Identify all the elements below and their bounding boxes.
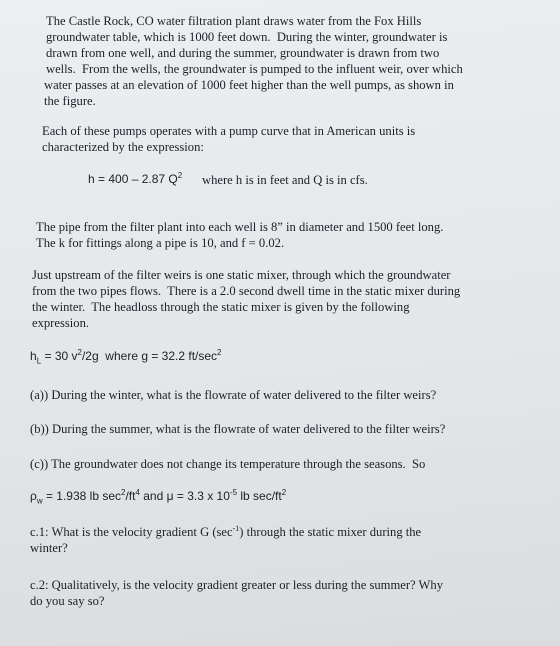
headloss-middle: = 30 v <box>41 349 78 363</box>
pipe-line-1: The pipe from the filter plant into each well is 8” in diameter and 1500 feet long. <box>36 220 444 234</box>
question-c1-part-a: c.1: What is the velocity gradient G (sec <box>30 525 233 539</box>
density-unit: /ft <box>125 489 136 503</box>
mixer-line-3: the winter. The headloss through the static mixer is given by the following <box>32 300 410 314</box>
pump-units-note: where h is in feet and Q is in cfs. <box>202 173 368 187</box>
velocity-exponent: 2 <box>77 348 82 357</box>
density-exp-2: 4 <box>135 488 140 497</box>
headloss-symbol: h <box>30 349 37 363</box>
question-c2-line-1: c.2: Qualitatively, is the velocity gradient greater or less during the summer? Why <box>30 578 444 592</box>
mixer-line-1: Just upstream of the filter weirs is one static mixer, through which the groundwater <box>32 268 451 282</box>
viscosity-unit: lb sec/ft <box>237 489 282 503</box>
pump-equation <box>88 172 182 188</box>
question-c: (c)) The groundwater does not change its temperature through the seasons. So <box>30 457 426 471</box>
question-c1-line-1 <box>30 525 421 541</box>
pump-equation-body: h = 400 – 2.87 Q <box>88 172 178 186</box>
density-exp-1: 2 <box>121 488 126 497</box>
pipe-line-2: The k for fittings along a pipe is 10, and f = 0.02. <box>36 236 285 250</box>
mixer-line-2: from the two pipes flows. There is a 2.0 second dwell time in the static mixer during <box>32 284 461 298</box>
density-value: = 1.938 lb sec <box>42 489 121 503</box>
rho-symbol: ρ <box>30 489 37 503</box>
question-c1-exponent: -1 <box>232 523 240 533</box>
viscosity-unit-exponent: 2 <box>281 488 287 497</box>
question-c1-line-2: winter? <box>30 541 68 555</box>
intro-line-6: the figure. <box>44 94 96 108</box>
gravity-exponent: 2 <box>217 348 222 357</box>
intro-line-3: drawn from one well, and during the summer, groundwater is drawn from two <box>46 46 440 60</box>
headloss-rest: /2g where g = 32.2 ft/sec <box>81 349 218 363</box>
intro-line-4: wells. From the wells, the groundwater is pumped to the influent weir, over which <box>46 62 463 76</box>
viscosity-exponent: -5 <box>229 488 238 497</box>
fluid-properties <box>30 489 286 505</box>
pump-equation-exponent: 2 <box>177 171 183 180</box>
question-c1-part-b: ) through the static mixer during the <box>239 525 422 539</box>
question-a: (a)) During the winter, what is the flowrate of water delivered to the filter weirs? <box>30 388 437 402</box>
intro-line-1: The Castle Rock, CO water filtration plant draws water from the Fox Hills <box>46 14 422 28</box>
mixer-line-4: expression. <box>32 316 90 330</box>
viscosity-value: and μ = 3.3 x 10 <box>139 489 230 503</box>
pump-line-2: characterized by the expression: <box>42 140 204 154</box>
headloss-equation <box>30 349 222 365</box>
intro-line-2: groundwater table, which is 1000 feet down. During the winter, groundwater is <box>46 30 448 44</box>
question-c2-line-2: do you say so? <box>30 594 105 608</box>
intro-line-5: water passes at an elevation of 1000 feet higher than the well pumps, as shown in <box>44 78 454 92</box>
rho-subscript: w <box>36 496 43 506</box>
headloss-subscript: L <box>36 356 42 366</box>
pump-line-1: Each of these pumps operates with a pump curve that in American units is <box>42 124 416 138</box>
question-b: (b)) During the summer, what is the flowrate of water delivered to the filter weirs? <box>30 422 446 436</box>
